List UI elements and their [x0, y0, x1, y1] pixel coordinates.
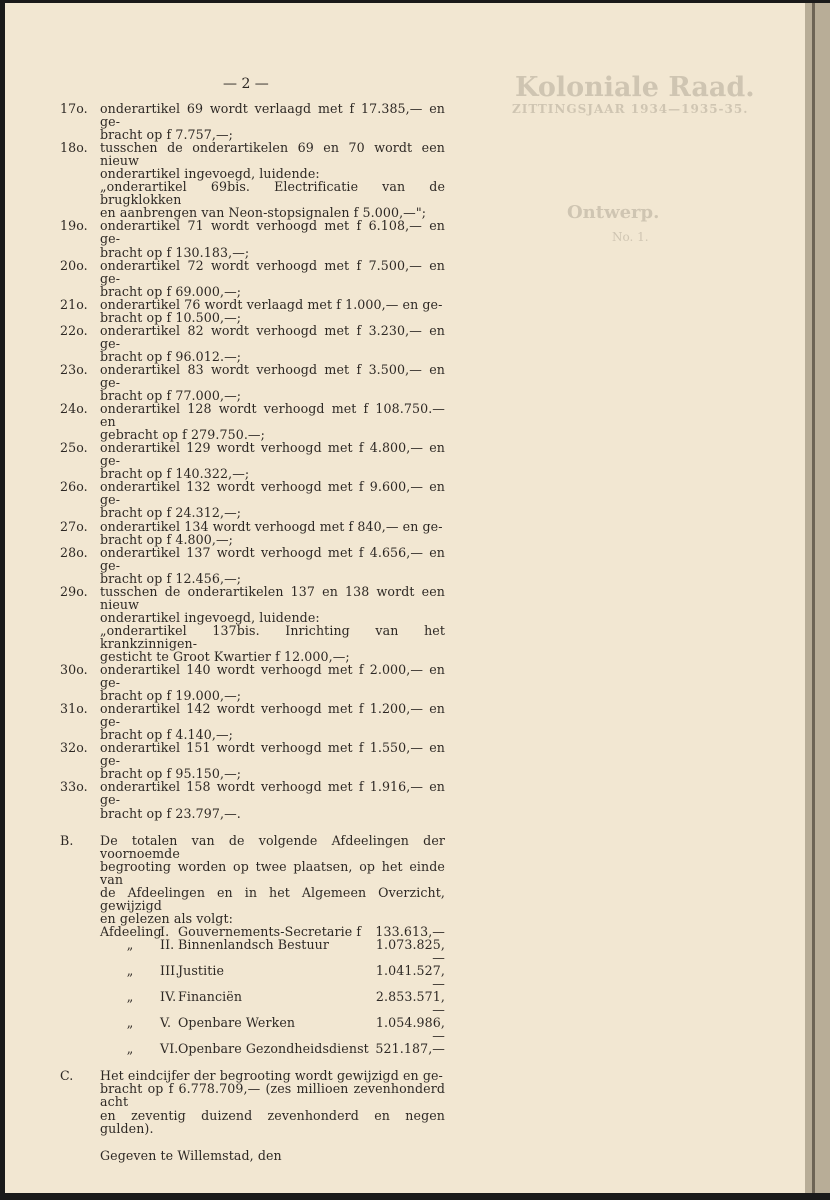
afdeling-name: Binnenlandsch Bestuur	[178, 936, 329, 952]
text-line: en gelezen als volgt:	[100, 910, 233, 926]
bleed-through-title: Koloniale Raad.	[515, 72, 755, 103]
text-line: onderartikel ingevoegd, luidende:	[100, 609, 320, 625]
afdeling-label: „	[126, 936, 134, 952]
section-c-label: C.	[60, 1068, 74, 1084]
item-number: 29o.	[60, 583, 88, 599]
item-number: 30o.	[60, 662, 88, 678]
afdeling-amount: 521.187,—	[375, 1041, 445, 1057]
afdeling-row	[100, 990, 445, 1016]
afdeling-amount: 1.041.527,—	[375, 963, 445, 992]
text-line: onderartikel 83 wordt verhoogd met f 3.500,— en ge-	[100, 361, 445, 390]
item-number: 28o.	[60, 544, 88, 560]
afdeling-amount: 1.073.825,—	[375, 936, 445, 965]
text-line: onderartikel 76 wordt verlaagd met f 1.000,— en ge-	[100, 296, 443, 312]
text-line: bracht op f 95.150,—;	[100, 766, 242, 782]
amendment-item	[60, 141, 445, 219]
afdeling-name: Openbare Werken	[178, 1015, 296, 1031]
afdeling-row	[100, 1016, 445, 1042]
text-line: bracht op f 7.757,—;	[100, 127, 234, 143]
item-number: 32o.	[60, 740, 88, 756]
item-number: 33o.	[60, 779, 88, 795]
spine-edge	[812, 3, 815, 1193]
text-line: bracht op f 96.012.—;	[100, 348, 242, 364]
amendment-item	[60, 520, 445, 546]
text-line: bracht op f 19.000,—;	[100, 688, 242, 704]
text-line: onderartikel 129 wordt verhoogd met f 4.800,— en ge-	[100, 440, 445, 469]
amendment-item	[60, 741, 445, 780]
afdeling-amount: 1.054.986,—	[375, 1015, 445, 1044]
book-spine	[805, 3, 830, 1193]
text-line: bracht op f 6.778.709,— (zes millioen zevenhonderd acht	[100, 1081, 445, 1110]
afdeling-name: Financiën	[178, 989, 243, 1005]
text-line: bracht op f 69.000,—;	[100, 283, 242, 299]
item-number: 24o.	[60, 401, 88, 417]
afdeling-table	[60, 925, 445, 1055]
bleed-through-ontwerp: Ontwerp.	[567, 202, 660, 223]
text-line: onderartikel ingevoegd, luidende:	[100, 166, 320, 182]
text-line: bracht op f 12.456,—;	[100, 570, 242, 586]
afdeling-amount: 2.853.571,—	[375, 989, 445, 1018]
afdeling-label: „	[126, 1015, 134, 1031]
text-line: bracht op f 4.800,—;	[100, 531, 234, 547]
text-line: bracht op f 130.183,—;	[100, 244, 250, 260]
section-b-label: B.	[60, 832, 74, 848]
text-line: „onderartikel 137bis. Inrichting van het krankzinnigen-	[100, 622, 445, 651]
item-number: 19o.	[60, 218, 88, 234]
amendment-item	[60, 363, 445, 402]
text-line: en zeventig duizend zevenhonderd en negen gulden).	[100, 1107, 445, 1136]
section-b	[60, 834, 445, 925]
text-line: tusschen de onderartikelen 137 en 138 wordt een nieuw	[100, 583, 445, 612]
text-line: begrooting worden op twee plaatsen, op het einde van	[100, 858, 445, 887]
bleed-through-number: No. 1.	[612, 230, 649, 244]
item-number: 23o.	[60, 361, 88, 377]
afdeling-name: Gouvernements-Secretarie f	[178, 923, 362, 939]
amendment-item	[60, 298, 445, 324]
amendment-item	[60, 780, 445, 819]
amendment-list	[60, 102, 445, 820]
document-body	[60, 102, 445, 1162]
afdeling-label: Afdeeling	[100, 923, 162, 939]
item-number: 18o.	[60, 140, 88, 156]
afdeling-label: „	[126, 963, 134, 979]
afdeling-roman: VI.	[160, 1041, 179, 1057]
text-line: bracht op f 77.000,—;	[100, 388, 242, 404]
item-number: 31o.	[60, 701, 88, 717]
amendment-item	[60, 480, 445, 519]
text-line: onderartikel 134 wordt verhoogd met f 840,— en ge-	[100, 518, 443, 534]
amendment-item	[60, 324, 445, 363]
amendment-item	[60, 585, 445, 663]
item-number: 17o.	[60, 101, 88, 116]
text-line: onderartikel 132 wordt verhoogd met f 9.600,— en ge-	[100, 479, 445, 508]
item-number: 27o.	[60, 518, 88, 534]
text-line: tusschen de onderartikelen 69 en 70 wordt een nieuw	[100, 140, 445, 169]
amendment-item	[60, 441, 445, 480]
section-c	[60, 1069, 445, 1134]
closing-line: Gegeven te Willemstad, den	[100, 1147, 282, 1163]
text-line: onderartikel 71 wordt verhoogd met f 6.108,— en ge-	[100, 218, 445, 247]
amendment-item	[60, 402, 445, 441]
afdeling-roman: V.	[160, 1015, 172, 1031]
text-line: bracht op f 4.140,—;	[100, 727, 234, 743]
text-line: „onderartikel 69bis. Electrificatie van de brugklokken	[100, 179, 445, 208]
item-number: 21o.	[60, 296, 88, 312]
text-line: onderartikel 69 wordt verlaagd met f 17.385,— en ge-	[100, 101, 445, 130]
afdeling-row	[100, 964, 445, 990]
amendment-item	[60, 702, 445, 741]
item-number: 22o.	[60, 322, 88, 338]
afdeling-row	[100, 938, 445, 964]
afdeling-label: „	[126, 989, 134, 1005]
text-line: onderartikel 140 wordt verhoogd met f 2.000,— en ge-	[100, 662, 445, 691]
item-number: 20o.	[60, 257, 88, 273]
text-line: onderartikel 158 wordt verhoogd met f 1.916,— en ge-	[100, 779, 445, 808]
afdeling-name: Justitie	[178, 963, 225, 979]
amendment-item	[60, 663, 445, 702]
text-line: bracht op f 10.500,—;	[100, 309, 242, 325]
item-number: 26o.	[60, 479, 88, 495]
item-number: 25o.	[60, 440, 88, 456]
afdeling-label: „	[126, 1041, 134, 1057]
text-line: bracht op f 23.797,—.	[100, 805, 241, 821]
bleed-through-subtitle: ZITTINGSJAAR 1934—1935-35.	[512, 102, 749, 116]
afdeling-amount: 133.613,—	[375, 923, 445, 939]
afdeling-roman: III.	[160, 963, 180, 979]
amendment-item	[60, 219, 445, 258]
text-line: de Afdeelingen en in het Algemeen Overzicht, gewijzigd	[100, 884, 445, 913]
text-line: De totalen van de volgende Afdeelingen der voornoemde	[100, 832, 445, 861]
text-line: gesticht te Groot Kwartier f 12.000,—;	[100, 648, 350, 664]
amendment-item	[60, 546, 445, 585]
text-line: gebracht op f 279.750.—;	[100, 427, 265, 443]
amendment-item	[60, 102, 445, 141]
text-line: bracht op f 140.322,—;	[100, 466, 250, 482]
text-line: onderartikel 151 wordt verhoogd met f 1.550,— en ge-	[100, 740, 445, 769]
afdeling-roman: IV.	[160, 989, 177, 1005]
page-number: — 2 —	[223, 76, 269, 92]
text-line: onderartikel 128 wordt verhoogd met f 108.750.— en	[100, 401, 445, 430]
text-line: en aanbrengen van Neon-stopsignalen f 5.000,—";	[100, 205, 427, 221]
text-line: Het eindcijfer der begrooting wordt gewijzigd en ge-	[100, 1068, 443, 1084]
afdeling-roman: II.	[160, 936, 175, 952]
afdeling-row	[100, 925, 445, 938]
text-line: onderartikel 82 wordt verhoogd met f 3.230,— en ge-	[100, 322, 445, 351]
afdeling-row	[100, 1042, 445, 1055]
text-line: bracht op f 24.312,—;	[100, 505, 242, 521]
text-line: onderartikel 137 wordt verhoogd met f 4.656,— en ge-	[100, 544, 445, 573]
afdeling-name: Openbare Gezondheidsdienst	[178, 1041, 369, 1057]
text-line: onderartikel 142 wordt verhoogd met f 1.200,— en ge-	[100, 701, 445, 730]
afdeling-roman: I.	[160, 923, 170, 939]
amendment-item	[60, 259, 445, 298]
text-line: onderartikel 72 wordt verhoogd met f 7.500,— en ge-	[100, 257, 445, 286]
